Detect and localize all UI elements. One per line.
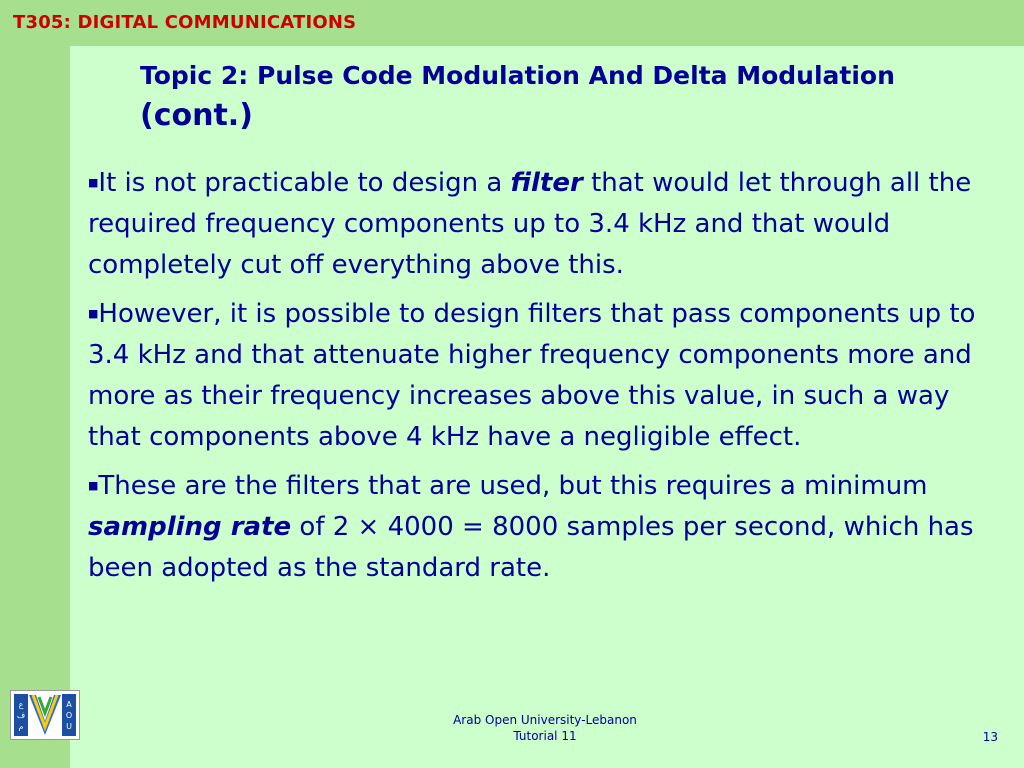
bullet-item-1: [88, 162, 1003, 286]
svg-text:U: U: [66, 722, 72, 731]
svg-text:م: م: [18, 722, 24, 731]
top-header-bar: [0, 0, 1024, 46]
bullet-text: of 2 × 4000 = 8000 samples per second, which has been adopted as the standard rate.: [88, 512, 974, 583]
square-bullet-icon: ■: [88, 176, 99, 189]
aou-logo-icon: [10, 690, 80, 740]
slide-title-cont: (cont.): [140, 98, 253, 133]
bullet-item-2: [88, 293, 1003, 458]
bullet-list: [88, 162, 1003, 596]
svg-text:ع: ع: [18, 700, 24, 709]
page-number: 13: [982, 730, 998, 744]
square-bullet-icon: ■: [88, 307, 99, 320]
bullet-text: It is not practicable to design a: [98, 168, 511, 198]
svg-text:O: O: [65, 711, 73, 720]
left-side-bar: [0, 46, 73, 768]
slide-title: [140, 56, 970, 137]
bullet-text: that would let through all the required frequency components up to 3.4 kHz and that would completely cut off everything above this.: [88, 168, 972, 280]
footer-tutorial: Tutorial 11: [513, 729, 577, 743]
course-header: T305: DIGITAL COMMUNICATIONS: [13, 12, 357, 33]
emphasized-term: filter: [510, 168, 583, 198]
bullet-text: However, it is possible to design filters that pass components up to 3.4 kHz and that attenuate higher frequency components more and more as their frequency increases above this value, in such a way that components above 4 kHz have a negligible effect.: [88, 299, 976, 452]
square-bullet-icon: ■: [88, 479, 99, 492]
slide-title-main: Topic 2: Pulse Code Modulation And Delta Modulation: [140, 61, 895, 90]
footer: [380, 712, 710, 744]
svg-text:ف: ف: [16, 711, 26, 720]
emphasized-term: sampling rate: [88, 512, 292, 542]
bullet-text: These are the filters that are used, but this requires a minimum: [98, 471, 928, 501]
svg-text:A: A: [66, 700, 72, 709]
footer-university: Arab Open University-Lebanon: [453, 713, 637, 727]
bullet-item-3: [88, 465, 1003, 589]
